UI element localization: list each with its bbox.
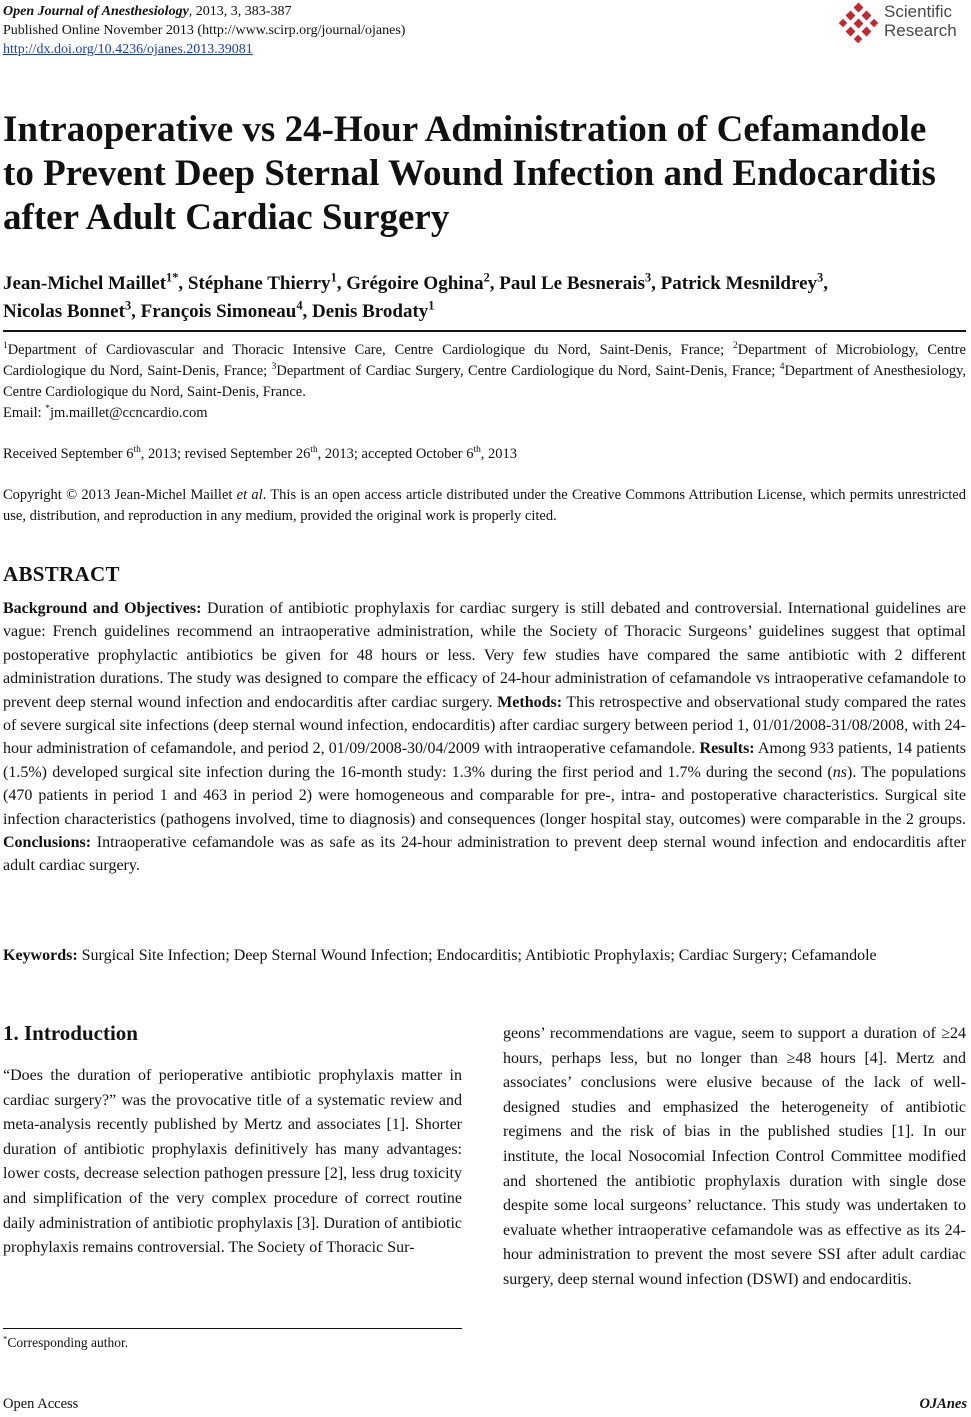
scientific-research-logo (839, 2, 965, 44)
date-text: , 2013; revised September 26 (140, 446, 311, 462)
footnote-divider (3, 1328, 462, 1329)
author-affil-sup: 4 (296, 298, 303, 313)
copyright-text: Copyright © 2013 Jean-Michel Maillet (3, 487, 237, 503)
affil-sup: 2 (733, 341, 738, 352)
abstract-text: Intraoperative cefamandole was as safe as its 24-hour administration to prevent deep sternal wound infection and endocarditis after adult cardiac surgery. (3, 834, 966, 875)
keywords (3, 944, 966, 967)
author-name: Stéphane Thierry (187, 273, 331, 294)
author-affil-sup: 3 (817, 270, 824, 285)
title-line-2: to Prevent Deep Sternal Wound Infection and Endocarditis (3, 153, 936, 194)
abstract-label: Background and Objectives: (3, 600, 202, 617)
footer-open-access: Open Access (3, 1396, 79, 1412)
footnote-text: Corresponding author. (7, 1335, 129, 1350)
abstract-text: Duration of antibiotic prophylaxis for cardiac surgery is still debated and controversial. International guidelines are vague: French guidelines recommend an intraoperative administration, while the Society of Thoracic Surgeons’ guidelines suggest that optimal postoperative prophylactic antibiotics be given for 48 hours or less. Very few studies have compared the same antibiotic with 2 different administration durations. The study was designed to compare the efficacy of 24-hour administration of cefamandole vs intraoperative cefamandole to prevent deep sternal wound infection and endocarditis after cardiac surgery. (3, 600, 966, 711)
affil-sup: 1 (3, 341, 8, 352)
title-divider (3, 330, 966, 332)
abstract-label: Results: (699, 740, 755, 758)
section-heading-introduction: 1. Introduction (3, 1021, 138, 1045)
abstract-text: ). The populations (470 patients in period 1 and 463 in period 2) were homogeneous and comparable for pre-, intra- and postoperative characteristics. Surgical site infection characteristics (pathogens involved, time to diagnosis) and consequences (longer hospital stay, outcomes) were comparable in the 2 groups. (3, 763, 967, 828)
date-sup: th (310, 445, 318, 456)
date-text: , 2013 (480, 446, 518, 462)
author-affil-sup: 3 (644, 270, 652, 285)
date-text: Received September 6 (3, 446, 134, 462)
author-list: Jean-Michel Maillet$^{1*}$, Stéphane Thierry$^1$, Grégoire Oghina$^2$, Paul Le Besnerais$^3$, Patrick Mesnildrey$^3$, Nicolas Bonnet$^3$, François Simoneau$^4$, Denis Brodaty$^1$ (3, 270, 828, 322)
keywords-label: Keywords: (3, 947, 78, 964)
article-title (3, 108, 968, 240)
keywords-text: Surgical Site Infection; Deep Sternal Wound Infection; Endocarditis; Antibiotic Prophylaxis; Cardiac Surgery; Cefamandole (81, 947, 877, 964)
journal-header (3, 2, 405, 59)
author-name: Paul Le Besnerais (499, 273, 645, 294)
published-line: Published Online November 2013 (http://www.scirp.org/journal/ojanes) (3, 23, 406, 38)
affil-text: Department of Anesthesiology, Centre Cardiologique du Nord, Saint-Denis, France. (3, 363, 966, 400)
copyright-text: . This is an open access article distributed under the Creative Commons Attribution License, which permits unrestricted use, distribution, and reproduction in any medium, provided the original work is properly cited. (3, 487, 966, 524)
email-sup: * (45, 404, 50, 415)
affil-text: Department of Microbiology, Centre Cardiologique du Nord, Saint-Denis, France; (3, 342, 966, 379)
logo-line-1: Scientific (884, 2, 953, 21)
intro-column-right: geons’ recommendations are vague, seem to support a duration of ≥24 hours, perhaps less, but no longer than ≥48 hours [4]. Mertz and associates’ conclusions were elusive because of the lack of well-designed studies and emphasized the heterogeneity of antibiotic regimens and the risk of bias in the published studies [1]. In our institute, the local Nosocomial Infection Control Committee modified and shortened the antibiotic prophylaxis duration with single dose despite some local surgeons’ reluctance. This study was undertaken to evaluate whether intraoperative cefamandole was as effective as its 24-hour administration to prevent the most severe SSI after adult cardiac surgery, deep sternal wound infection (DSWI) and endocarditis. (503, 1025, 966, 1288)
copyright-etal: et al (236, 487, 263, 503)
abstract-label: Conclusions: (3, 834, 92, 852)
date-sup: th (133, 445, 141, 456)
email-address[interactable]: jm.maillet@ccncardio.com (50, 405, 208, 421)
author-name: Denis Brodaty (311, 301, 429, 322)
author-affil-sup: 1* (166, 270, 179, 285)
logo-dots-icon (839, 2, 883, 44)
footer-journal-abbrev: OJAnes (919, 1396, 967, 1412)
article-dates (3, 444, 517, 464)
date-sup: th (473, 445, 481, 456)
footnote-sup: * (3, 1333, 8, 1344)
journal-name: Open Journal of Anesthesiology (3, 4, 189, 19)
author-name: Grégoire Oghina (346, 273, 484, 294)
affil-text: Department of Cardiovascular and Thoracic Intensive Care, Centre Cardiologique du Nord, Saint-Denis, France; (7, 342, 734, 358)
copyright-notice (3, 485, 966, 527)
affiliations (3, 340, 966, 403)
author-name: François Simoneau (140, 301, 297, 322)
author-affil-sup: 3 (124, 298, 132, 313)
affil-sup: 4 (779, 362, 785, 373)
contact-email (3, 403, 208, 423)
affil-text: Department of Cardiac Surgery, Centre Cardiologique du Nord, Saint-Denis, France; (276, 363, 780, 379)
date-text: , 2013; accepted October 6 (317, 446, 474, 462)
author-affil-sup: 1 (428, 298, 435, 313)
abstract-text: This retrospective and observational study compared the rates of severe surgical site infections (deep sternal wound infection, endocarditis) after cardiac surgery between period 1, 01/01/2008-31/08/2008, with 24-hour administration of cefamandole, and period 2, 01/09/2008-30/04/2009 with intraoperative cefamandole. (3, 693, 966, 758)
affil-sup: 3 (271, 362, 277, 373)
volume-info: , 2013, 3, 383-387 (188, 4, 292, 19)
intro-column-left: “Does the duration of perioperative antibiotic prophylaxis matter in cardiac surgery?” was the provocative title of a systematic review and meta-analysis recently published by Mertz and associates [1]. Shorter duration of antibiotic prophylaxis definitively has many advantages: lower costs, decrease selection pathogen pressure [2], less drug toxicity and simplification of the very complex procedure of correct routine daily administration of antibiotic prophylaxis [3]. Duration of antibiotic prophylaxis remains controversial. The Society of Thoracic Sur- (3, 1067, 463, 1257)
title-line-1: Intraoperative vs 24-Hour Administration of Cefamandole (3, 109, 927, 150)
footnote (3, 1334, 128, 1352)
abstract-text: Among 933 patients, 14 patients (1.5%) developed surgical site infection during the 16-month study: 1.3% during the first period and 1.7% during the second ( (3, 740, 966, 781)
author-name: Patrick Mesnildrey (660, 273, 818, 294)
logo-line-2: Research (884, 21, 957, 40)
author-name: Nicolas Bonnet (3, 301, 125, 322)
title-line-3: after Adult Cardiac Surgery (3, 197, 450, 238)
doi-link[interactable]: http://dx.doi.org/10.4236/ojanes.2013.39081 (3, 42, 253, 57)
author-affil-sup: 2 (483, 270, 490, 285)
author-name: Jean-Michel Maillet (3, 273, 167, 294)
abstract-heading: ABSTRACT (3, 562, 120, 586)
email-label: Email: (3, 405, 46, 421)
abstract-label: Methods: (497, 693, 563, 711)
abstract-ns: ns (832, 763, 847, 781)
abstract-body (3, 597, 966, 878)
author-affil-sup: 1 (330, 270, 337, 285)
